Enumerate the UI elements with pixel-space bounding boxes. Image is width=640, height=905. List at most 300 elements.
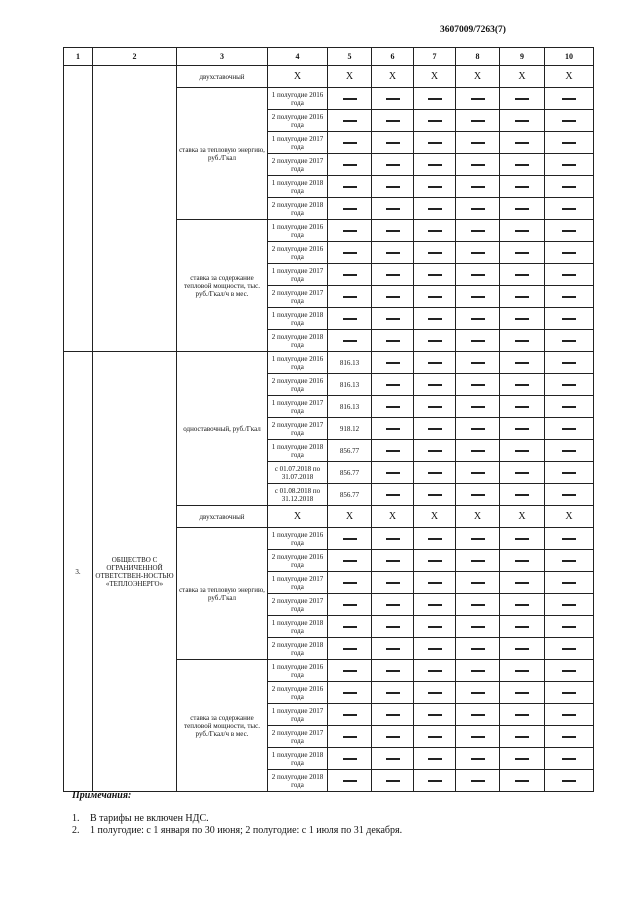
period-cell: 2 полугодие 2017 года	[268, 594, 328, 616]
dash-cell	[414, 264, 456, 286]
dash-cell	[545, 154, 594, 176]
period-cell: 1 полугодие 2018 года	[268, 308, 328, 330]
dash-cell	[414, 154, 456, 176]
dash-mark	[515, 648, 529, 650]
dash-cell	[545, 132, 594, 154]
dash-mark	[562, 120, 576, 122]
note-text: В тарифы не включен НДС.	[90, 813, 209, 824]
dash-mark	[562, 758, 576, 760]
dash-cell	[328, 220, 372, 242]
dash-mark	[471, 164, 485, 166]
row-number: 3.	[64, 352, 93, 792]
tariff-type-label: ставка за тепловую энергию, руб./Гкал	[177, 88, 268, 220]
dash-cell	[545, 660, 594, 682]
dash-cell	[500, 286, 545, 308]
dash-cell	[545, 220, 594, 242]
dash-cell	[545, 462, 594, 484]
dash-cell	[414, 330, 456, 352]
dash-cell	[500, 330, 545, 352]
dash-mark	[562, 362, 576, 364]
dash-mark	[515, 538, 529, 540]
dash-mark	[515, 714, 529, 716]
dash-cell	[545, 242, 594, 264]
dash-cell	[414, 286, 456, 308]
dash-mark	[428, 758, 442, 760]
dash-mark	[471, 472, 485, 474]
dash-mark	[428, 538, 442, 540]
dash-mark	[386, 758, 400, 760]
dash-mark	[471, 252, 485, 254]
dash-cell	[328, 88, 372, 110]
dash-mark	[471, 384, 485, 386]
dash-mark	[386, 472, 400, 474]
dash-cell	[328, 198, 372, 220]
dash-mark	[562, 406, 576, 408]
dash-cell	[372, 330, 414, 352]
dash-cell	[372, 154, 414, 176]
dash-mark	[471, 208, 485, 210]
notes-section	[72, 790, 402, 837]
dash-cell	[414, 176, 456, 198]
dash-cell	[500, 638, 545, 660]
dash-mark	[428, 406, 442, 408]
dash-cell	[414, 110, 456, 132]
document-number: 3607009/7263(7)	[440, 25, 506, 35]
dash-mark	[343, 340, 357, 342]
dash-cell	[414, 198, 456, 220]
dash-cell	[500, 748, 545, 770]
dash-mark	[428, 318, 442, 320]
dash-mark	[386, 208, 400, 210]
dash-cell	[414, 528, 456, 550]
period-cell: 2 полугодие 2017 года	[268, 726, 328, 748]
dash-mark	[386, 428, 400, 430]
period-cell: 1 полугодие 2017 года	[268, 572, 328, 594]
dash-mark	[471, 736, 485, 738]
dash-cell	[372, 286, 414, 308]
dash-mark	[343, 648, 357, 650]
period-cell: 1 полугодие 2017 года	[268, 132, 328, 154]
dash-cell	[456, 440, 500, 462]
dash-cell	[328, 528, 372, 550]
column-header: 7	[414, 48, 456, 66]
dash-cell	[456, 286, 500, 308]
x-cell: Х	[545, 506, 594, 528]
dash-cell	[545, 770, 594, 792]
dash-cell	[456, 572, 500, 594]
dash-cell	[545, 374, 594, 396]
dash-mark	[471, 450, 485, 452]
dash-mark	[343, 582, 357, 584]
tariff-value: 856.77	[328, 440, 372, 462]
dash-cell	[372, 770, 414, 792]
dash-mark	[343, 318, 357, 320]
dash-mark	[562, 230, 576, 232]
dash-cell	[328, 682, 372, 704]
dash-cell	[372, 726, 414, 748]
dash-mark	[515, 362, 529, 364]
dash-cell	[372, 198, 414, 220]
x-cell: Х	[414, 506, 456, 528]
dash-cell	[414, 638, 456, 660]
dash-mark	[428, 604, 442, 606]
x-cell: Х	[500, 66, 545, 88]
dash-mark	[386, 714, 400, 716]
dash-mark	[428, 120, 442, 122]
dash-mark	[428, 714, 442, 716]
dash-cell	[328, 308, 372, 330]
dash-mark	[428, 582, 442, 584]
dash-mark	[343, 714, 357, 716]
note-number: 1.	[72, 813, 80, 824]
period-cell: 1 полугодие 2018 года	[268, 616, 328, 638]
dash-cell	[372, 594, 414, 616]
dash-mark	[515, 450, 529, 452]
dash-cell	[456, 528, 500, 550]
column-header: 2	[93, 48, 177, 66]
dash-cell	[545, 528, 594, 550]
dash-mark	[515, 626, 529, 628]
dash-cell	[328, 242, 372, 264]
dash-cell	[500, 396, 545, 418]
org-cell-empty	[93, 66, 177, 352]
dash-mark	[562, 208, 576, 210]
dash-cell	[372, 462, 414, 484]
dash-mark	[562, 604, 576, 606]
dash-cell	[328, 264, 372, 286]
period-cell: 2 полугодие 2017 года	[268, 418, 328, 440]
dash-mark	[515, 120, 529, 122]
dash-cell	[328, 704, 372, 726]
dash-cell	[456, 770, 500, 792]
x-cell: Х	[456, 66, 500, 88]
dash-cell	[456, 594, 500, 616]
dash-mark	[471, 582, 485, 584]
dash-cell	[414, 132, 456, 154]
dash-cell	[328, 572, 372, 594]
x-cell: Х	[456, 506, 500, 528]
dash-mark	[471, 362, 485, 364]
dash-mark	[386, 780, 400, 782]
dash-mark	[386, 604, 400, 606]
header-row	[64, 48, 594, 66]
dash-cell	[545, 88, 594, 110]
dash-cell	[372, 616, 414, 638]
period-cell: с 01.08.2018 по 31.12.2018	[268, 484, 328, 506]
dash-cell	[328, 660, 372, 682]
dash-mark	[386, 274, 400, 276]
dash-cell	[456, 220, 500, 242]
period-cell: 1 полугодие 2016 года	[268, 352, 328, 374]
dash-mark	[471, 538, 485, 540]
dash-mark	[428, 560, 442, 562]
dash-cell	[545, 330, 594, 352]
dash-mark	[471, 340, 485, 342]
dash-cell	[500, 220, 545, 242]
column-header: 9	[500, 48, 545, 66]
dash-mark	[343, 186, 357, 188]
dash-cell	[328, 110, 372, 132]
dash-mark	[562, 318, 576, 320]
dash-cell	[500, 594, 545, 616]
dash-cell	[414, 572, 456, 594]
dash-mark	[562, 714, 576, 716]
dash-cell	[372, 88, 414, 110]
dash-mark	[471, 670, 485, 672]
dash-mark	[386, 582, 400, 584]
period-cell: 1 полугодие 2016 года	[268, 660, 328, 682]
dash-mark	[515, 604, 529, 606]
dash-cell	[414, 594, 456, 616]
dash-mark	[428, 164, 442, 166]
table-row	[64, 66, 594, 88]
dash-mark	[515, 208, 529, 210]
dash-cell	[545, 110, 594, 132]
note-number: 2.	[72, 825, 80, 836]
dash-mark	[428, 208, 442, 210]
dash-mark	[343, 626, 357, 628]
tariff-type-label: двухставочный	[177, 506, 268, 528]
dash-cell	[372, 704, 414, 726]
column-header: 3	[177, 48, 268, 66]
period-cell: 1 полугодие 2016 года	[268, 220, 328, 242]
dash-cell	[328, 616, 372, 638]
organization-name: ОБЩЕСТВО С ОГРАНИЧЕННОЙ ОТВЕТСТВЕН-НОСТЬЮ «ТЕПЛОЭНЕРГО»	[93, 352, 177, 792]
dash-mark	[515, 186, 529, 188]
dash-cell	[372, 638, 414, 660]
column-header: 8	[456, 48, 500, 66]
dash-cell	[500, 176, 545, 198]
dash-mark	[515, 736, 529, 738]
number-cell-empty	[64, 66, 93, 352]
dash-cell	[414, 220, 456, 242]
dash-cell	[456, 704, 500, 726]
dash-cell	[372, 308, 414, 330]
dash-mark	[471, 274, 485, 276]
dash-cell	[500, 616, 545, 638]
dash-cell	[456, 616, 500, 638]
note-text: 1 полугодие: с 1 января по 30 июня; 2 полугодие: с 1 июля по 31 декабря.	[90, 825, 403, 836]
dash-cell	[456, 132, 500, 154]
dash-cell	[328, 550, 372, 572]
dash-cell	[500, 418, 545, 440]
dash-cell	[456, 550, 500, 572]
x-cell: Х	[268, 506, 328, 528]
dash-mark	[562, 538, 576, 540]
dash-cell	[414, 374, 456, 396]
period-cell: 1 полугодие 2016 года	[268, 528, 328, 550]
dash-cell	[328, 286, 372, 308]
dash-cell	[500, 462, 545, 484]
dash-mark	[471, 494, 485, 496]
dash-mark	[343, 120, 357, 122]
dash-mark	[515, 692, 529, 694]
dash-mark	[515, 164, 529, 166]
column-header: 4	[268, 48, 328, 66]
dash-cell	[372, 748, 414, 770]
dash-mark	[562, 582, 576, 584]
dash-cell	[500, 154, 545, 176]
dash-mark	[471, 626, 485, 628]
tariff-value: 918.12	[328, 418, 372, 440]
dash-cell	[456, 264, 500, 286]
dash-cell	[372, 374, 414, 396]
x-cell: Х	[268, 66, 328, 88]
x-cell: Х	[372, 66, 414, 88]
dash-mark	[343, 692, 357, 694]
dash-mark	[386, 186, 400, 188]
dash-mark	[428, 384, 442, 386]
dash-mark	[386, 362, 400, 364]
dash-mark	[343, 98, 357, 100]
dash-cell	[328, 726, 372, 748]
table-row	[64, 352, 594, 374]
dash-cell	[372, 550, 414, 572]
dash-cell	[328, 154, 372, 176]
dash-mark	[428, 274, 442, 276]
dash-mark	[386, 560, 400, 562]
dash-cell	[414, 770, 456, 792]
column-header: 10	[545, 48, 594, 66]
dash-cell	[328, 176, 372, 198]
dash-cell	[500, 528, 545, 550]
dash-cell	[414, 308, 456, 330]
dash-cell	[545, 638, 594, 660]
tariff-value: 856.77	[328, 462, 372, 484]
dash-mark	[515, 142, 529, 144]
dash-mark	[515, 560, 529, 562]
dash-cell	[414, 550, 456, 572]
dash-mark	[562, 384, 576, 386]
dash-cell	[456, 308, 500, 330]
dash-mark	[428, 780, 442, 782]
dash-mark	[471, 142, 485, 144]
dash-mark	[386, 252, 400, 254]
dash-mark	[562, 780, 576, 782]
dash-mark	[471, 296, 485, 298]
dash-mark	[471, 714, 485, 716]
dash-cell	[456, 176, 500, 198]
tariff-type-label: ставка за содержание тепловой мощности, тыс. руб./Гкал/ч в мес.	[177, 660, 268, 792]
dash-mark	[386, 384, 400, 386]
dash-mark	[562, 648, 576, 650]
dash-cell	[500, 660, 545, 682]
dash-mark	[343, 604, 357, 606]
dash-cell	[456, 110, 500, 132]
dash-cell	[328, 748, 372, 770]
dash-cell	[456, 330, 500, 352]
dash-mark	[428, 252, 442, 254]
period-cell: 1 полугодие 2018 года	[268, 176, 328, 198]
dash-cell	[545, 264, 594, 286]
dash-cell	[456, 88, 500, 110]
dash-mark	[343, 736, 357, 738]
dash-mark	[515, 780, 529, 782]
dash-mark	[343, 230, 357, 232]
dash-cell	[414, 396, 456, 418]
dash-cell	[372, 110, 414, 132]
dash-cell	[414, 352, 456, 374]
dash-mark	[386, 406, 400, 408]
dash-cell	[456, 726, 500, 748]
dash-mark	[428, 340, 442, 342]
dash-cell	[545, 308, 594, 330]
dash-cell	[414, 462, 456, 484]
dash-cell	[456, 396, 500, 418]
dash-cell	[372, 660, 414, 682]
dash-cell	[456, 154, 500, 176]
dash-mark	[343, 296, 357, 298]
x-cell: Х	[545, 66, 594, 88]
dash-mark	[515, 582, 529, 584]
dash-mark	[471, 428, 485, 430]
period-cell: 2 полугодие 2016 года	[268, 110, 328, 132]
dash-cell	[500, 374, 545, 396]
dash-cell	[545, 176, 594, 198]
dash-mark	[562, 626, 576, 628]
dash-mark	[386, 98, 400, 100]
x-cell: Х	[328, 506, 372, 528]
period-cell: 2 полугодие 2017 года	[268, 154, 328, 176]
dash-mark	[515, 340, 529, 342]
dash-mark	[515, 384, 529, 386]
dash-cell	[500, 440, 545, 462]
dash-cell	[456, 682, 500, 704]
dash-cell	[545, 682, 594, 704]
dash-cell	[372, 528, 414, 550]
dash-cell	[500, 726, 545, 748]
dash-mark	[386, 340, 400, 342]
dash-mark	[428, 670, 442, 672]
dash-mark	[515, 274, 529, 276]
tariff-value: 816.13	[328, 374, 372, 396]
dash-cell	[500, 704, 545, 726]
dash-cell	[500, 264, 545, 286]
dash-cell	[456, 748, 500, 770]
x-cell: Х	[414, 66, 456, 88]
dash-mark	[386, 164, 400, 166]
dash-mark	[562, 340, 576, 342]
dash-mark	[562, 186, 576, 188]
period-cell: 1 полугодие 2017 года	[268, 704, 328, 726]
dash-mark	[471, 318, 485, 320]
period-cell: 2 полугодие 2016 года	[268, 550, 328, 572]
dash-cell	[500, 198, 545, 220]
dash-mark	[562, 692, 576, 694]
dash-mark	[428, 494, 442, 496]
dash-cell	[545, 704, 594, 726]
dash-cell	[414, 440, 456, 462]
dash-mark	[343, 208, 357, 210]
dash-cell	[456, 462, 500, 484]
dash-cell	[328, 770, 372, 792]
dash-cell	[328, 132, 372, 154]
dash-cell	[500, 484, 545, 506]
dash-cell	[414, 748, 456, 770]
dash-mark	[515, 98, 529, 100]
dash-cell	[545, 748, 594, 770]
dash-mark	[515, 428, 529, 430]
dash-cell	[414, 242, 456, 264]
dash-mark	[343, 142, 357, 144]
dash-mark	[428, 296, 442, 298]
dash-mark	[515, 296, 529, 298]
dash-cell	[545, 594, 594, 616]
tariff-value: 816.13	[328, 396, 372, 418]
period-cell: 1 полугодие 2017 года	[268, 264, 328, 286]
dash-cell	[372, 484, 414, 506]
dash-cell	[545, 198, 594, 220]
